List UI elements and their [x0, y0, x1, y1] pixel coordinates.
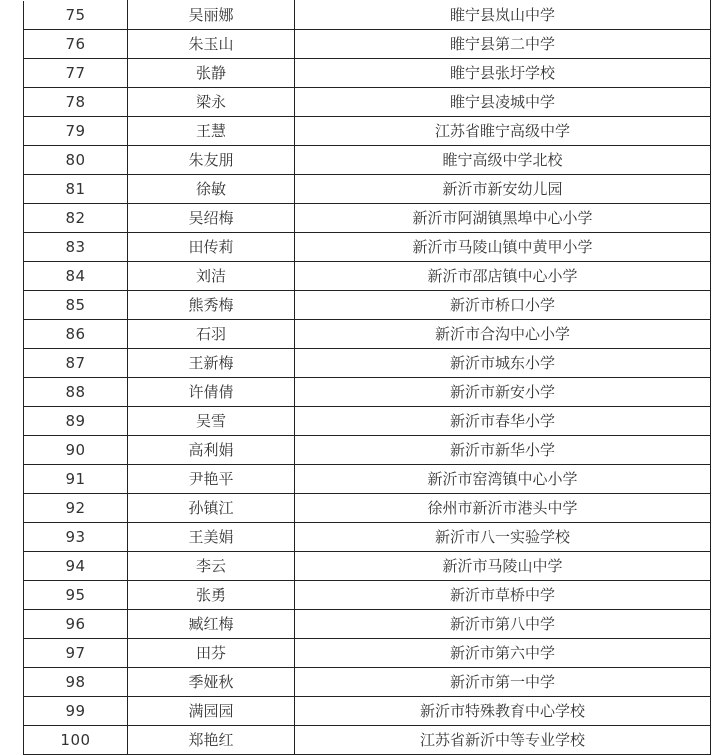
row-number-cell: 83	[24, 233, 128, 262]
table-row	[24, 697, 711, 726]
teacher-name-cell: 吴雪	[128, 407, 295, 436]
teacher-name-cell: 王慧	[128, 117, 295, 146]
row-number-cell: 95	[24, 581, 128, 610]
row-number-cell: 92	[24, 494, 128, 523]
school-name-cell: 睢宁高级中学北校	[295, 146, 711, 175]
teacher-name-cell: 吴绍梅	[128, 204, 295, 233]
school-name-cell: 睢宁县岚山中学	[295, 1, 711, 30]
teacher-name-cell: 石羽	[128, 320, 295, 349]
row-number-cell: 100	[24, 726, 128, 755]
school-name-cell: 睢宁县凌城中学	[295, 88, 711, 117]
table-row	[24, 378, 711, 407]
row-number-cell: 84	[24, 262, 128, 291]
table-row	[24, 639, 711, 668]
teacher-name-cell: 田芬	[128, 639, 295, 668]
award-list-table-container	[23, 0, 710, 755]
teacher-name-cell: 张勇	[128, 581, 295, 610]
table-row	[24, 349, 711, 378]
row-number-cell: 98	[24, 668, 128, 697]
row-number-cell: 93	[24, 523, 128, 552]
teacher-name-cell: 梁永	[128, 88, 295, 117]
table-row	[24, 291, 711, 320]
table-row	[24, 88, 711, 117]
school-name-cell: 新沂市特殊教育中心学校	[295, 697, 711, 726]
table-row	[24, 552, 711, 581]
row-number-cell: 80	[24, 146, 128, 175]
row-number-cell: 99	[24, 697, 128, 726]
row-number-cell: 79	[24, 117, 128, 146]
teacher-name-cell: 王新梅	[128, 349, 295, 378]
school-name-cell: 新沂市城东小学	[295, 349, 711, 378]
teacher-name-cell: 王美娟	[128, 523, 295, 552]
row-number-cell: 90	[24, 436, 128, 465]
table-row	[24, 233, 711, 262]
teacher-name-cell: 孙镇江	[128, 494, 295, 523]
row-number-cell: 75	[24, 1, 128, 30]
school-name-cell: 睢宁县第二中学	[295, 30, 711, 59]
teacher-name-cell: 高利娟	[128, 436, 295, 465]
school-name-cell: 新沂市新安幼儿园	[295, 175, 711, 204]
teacher-name-cell: 满园园	[128, 697, 295, 726]
school-name-cell: 新沂市合沟中心小学	[295, 320, 711, 349]
teacher-name-cell: 朱玉山	[128, 30, 295, 59]
teacher-name-cell: 臧红梅	[128, 610, 295, 639]
table-row	[24, 1, 711, 30]
school-name-cell: 新沂市马陵山中学	[295, 552, 711, 581]
table-row	[24, 494, 711, 523]
school-name-cell: 新沂市草桥中学	[295, 581, 711, 610]
school-name-cell: 新沂市第八中学	[295, 610, 711, 639]
teacher-name-cell: 吴丽娜	[128, 1, 295, 30]
table-row	[24, 726, 711, 755]
teacher-name-cell: 尹艳平	[128, 465, 295, 494]
table-row	[24, 204, 711, 233]
teacher-name-cell: 刘洁	[128, 262, 295, 291]
award-list-table	[23, 0, 711, 755]
row-number-cell: 97	[24, 639, 128, 668]
table-row	[24, 30, 711, 59]
row-number-cell: 94	[24, 552, 128, 581]
row-number-cell: 86	[24, 320, 128, 349]
school-name-cell: 新沂市第六中学	[295, 639, 711, 668]
teacher-name-cell: 熊秀梅	[128, 291, 295, 320]
school-name-cell: 新沂市桥口小学	[295, 291, 711, 320]
school-name-cell: 新沂市邵店镇中心小学	[295, 262, 711, 291]
row-number-cell: 81	[24, 175, 128, 204]
school-name-cell: 江苏省睢宁高级中学	[295, 117, 711, 146]
teacher-name-cell: 李云	[128, 552, 295, 581]
table-row	[24, 610, 711, 639]
school-name-cell: 新沂市春华小学	[295, 407, 711, 436]
row-number-cell: 77	[24, 59, 128, 88]
row-number-cell: 89	[24, 407, 128, 436]
teacher-name-cell: 许倩倩	[128, 378, 295, 407]
table-row	[24, 436, 711, 465]
table-row	[24, 320, 711, 349]
table-row	[24, 146, 711, 175]
table-row	[24, 523, 711, 552]
school-name-cell: 新沂市八一实验学校	[295, 523, 711, 552]
table-body	[24, 1, 711, 755]
school-name-cell: 新沂市新华小学	[295, 436, 711, 465]
row-number-cell: 91	[24, 465, 128, 494]
teacher-name-cell: 张静	[128, 59, 295, 88]
school-name-cell: 江苏省新沂中等专业学校	[295, 726, 711, 755]
row-number-cell: 82	[24, 204, 128, 233]
table-row	[24, 465, 711, 494]
table-row	[24, 175, 711, 204]
school-name-cell: 徐州市新沂市港头中学	[295, 494, 711, 523]
table-row	[24, 59, 711, 88]
row-number-cell: 88	[24, 378, 128, 407]
row-number-cell: 96	[24, 610, 128, 639]
table-row	[24, 407, 711, 436]
school-name-cell: 新沂市第一中学	[295, 668, 711, 697]
teacher-name-cell: 郑艳红	[128, 726, 295, 755]
teacher-name-cell: 季娅秋	[128, 668, 295, 697]
table-row	[24, 668, 711, 697]
row-number-cell: 85	[24, 291, 128, 320]
school-name-cell: 睢宁县张圩学校	[295, 59, 711, 88]
teacher-name-cell: 朱友朋	[128, 146, 295, 175]
school-name-cell: 新沂市马陵山镇中黄甲小学	[295, 233, 711, 262]
row-number-cell: 76	[24, 30, 128, 59]
table-row	[24, 581, 711, 610]
table-row	[24, 262, 711, 291]
school-name-cell: 新沂市窑湾镇中心小学	[295, 465, 711, 494]
teacher-name-cell: 田传莉	[128, 233, 295, 262]
school-name-cell: 新沂市阿湖镇黑埠中心小学	[295, 204, 711, 233]
table-row	[24, 117, 711, 146]
teacher-name-cell: 徐敏	[128, 175, 295, 204]
row-number-cell: 87	[24, 349, 128, 378]
school-name-cell: 新沂市新安小学	[295, 378, 711, 407]
row-number-cell: 78	[24, 88, 128, 117]
